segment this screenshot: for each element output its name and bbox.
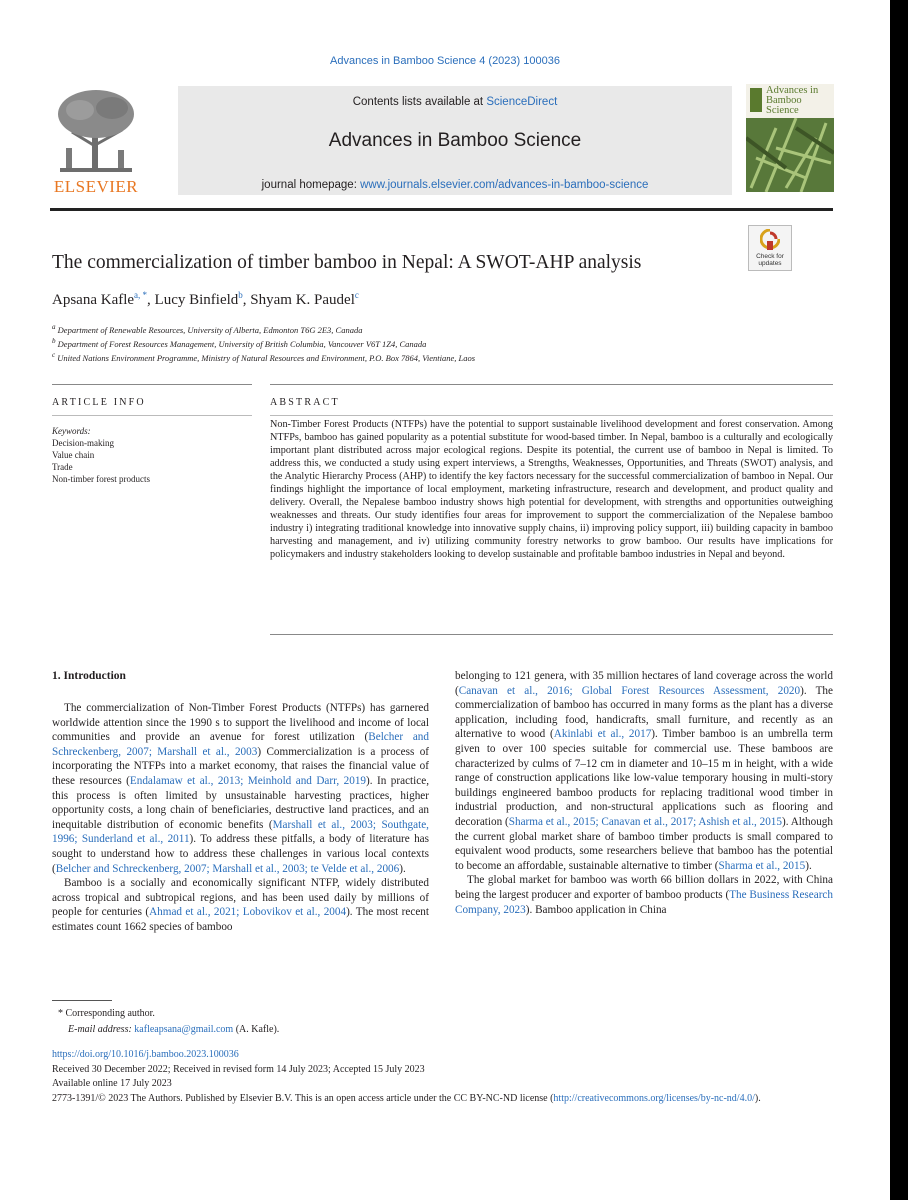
contents-line xyxy=(178,96,732,108)
cover-logo-icon xyxy=(750,88,762,112)
email-line: E-mail address: kafleapsana@gmail.com (A. Kafle). xyxy=(68,1024,280,1035)
check-updates-label: Check for updates xyxy=(756,253,784,267)
text-run: ). Bamboo application in China xyxy=(525,903,667,916)
affiliation: $^b$ Department of Forest Resources Management, University of British Columbia, Vancouver V6T 1Z4, Canada xyxy=(52,337,427,349)
citation-link[interactable]: The Business Research Company, 2023 xyxy=(455,888,833,916)
abstract-rule xyxy=(270,384,833,385)
affiliation: $^a$ Department of Renewable Resources, University of Alberta, Edmonton T6G 2E3, Canada xyxy=(52,323,363,335)
text-run: Bamboo is a socially and economically significant NTFP, widely distributed across tropical and subtropical regions, and has been used daily by millions of people for centuries ( xyxy=(52,877,429,919)
abstract-text: Non-Timber Forest Products (NTFPs) have the potential to support sustainable livelihood development and forest conservation. Among NTFPs, bamboo has gained popularity as a potential substitute for wood-based timber. In Nepal, bamboo is a culturally and ecologically important plant distributed across major ecological regions. Despite its potential, the current use of bamboo in Nepal is limited. To address this, we conducted a study using expert interviews, a Strengths, Weaknesses, Opportunities, and Threats (SWOT) analysis, and the Analytic Hierarchy Process (AHP) to identify the key factors necessary for the successful commercialization of bamboo in Nepal. Our findings highlight the importance of local employment, marketing infrastructure, research and development, and product quality and delivery. Overall, the Nepalese bamboo industry shows high potential for development, with strengths and opportunities outweighing weaknesses and threats. Our study identifies four areas for improvement to support the commercialization of the Nepalese bamboo industry i) integrating traditional knowledge into innovative supply chains, ii) improving policy support, iii) building capacity in bamboo harvesting and management, and iv) utilizing community forestry networks to grow bamboo. Our results have implications for policymakers and industry stakeholders looking to develop sustainable and profitable bamboo industries in Nepal and beyond. xyxy=(270,419,833,560)
citation-link[interactable]: Akinlabi et al., 2017 xyxy=(553,728,652,741)
paragraph xyxy=(455,669,833,873)
keyword: Non-timber forest products xyxy=(52,474,150,484)
paper-title: The commercialization of timber bamboo in Nepal: A SWOT-AHP analysis xyxy=(52,252,642,273)
journal-cover-image xyxy=(746,84,834,192)
doi-link[interactable]: https://doi.org/10.1016/j.bamboo.2023.100036 xyxy=(52,1049,239,1060)
footnote-rule xyxy=(52,1000,112,1001)
author-affiliation-mark[interactable]: b xyxy=(238,290,243,300)
citation-link[interactable]: Belcher and Schreckenberg, 2007; Marshall et al., 2003; te Velde et al., 2006 xyxy=(55,862,400,875)
text-run: ). To address these pitfalls, a body of literature has sought to understand how to address these challenges in various local contexts ( xyxy=(52,833,430,875)
citation-link[interactable]: Belcher and Schreckenberg, 2007; Marshall et al., 2003 xyxy=(52,731,429,758)
citation-link[interactable]: Sharma et al., 2015; Canavan et al., 2017; Ashish et al., 2015 xyxy=(508,815,782,828)
license-line: 2773-1391/© 2023 The Authors. Published by Elsevier B.V. This is an open access article under the CC BY-NC-ND license (http://creativecommons.org/licenses/by-nc-nd/4.0/). xyxy=(52,1093,761,1104)
author-name: Shyam K. Paudel xyxy=(250,292,355,308)
keywords-block xyxy=(52,425,150,485)
author-name: Apsana Kafle xyxy=(52,292,135,308)
author-name: Lucy Binfield xyxy=(154,292,239,308)
elsevier-logo-text: ELSEVIER xyxy=(53,177,139,196)
sciencedirect-link[interactable]: ScienceDirect xyxy=(486,96,558,108)
keywords-label: Keywords: xyxy=(52,426,91,436)
author-affiliation-mark[interactable]: c xyxy=(354,290,359,300)
abstract-heading: ABSTRACT xyxy=(270,397,340,408)
email-link[interactable]: kafleapsana@gmail.com xyxy=(134,1024,234,1035)
abstract-bottom-rule xyxy=(270,634,833,635)
text-run: The commercialization of Non-Timber Forest Products (NTFPs) has garnered worldwide attention since the 1990 s to support the livelihood and income of local communities and provide an avenue for forest utilization ( xyxy=(52,702,429,744)
citation-link[interactable]: Ahmad et al., 2021; Lobovikov et al., 2004 xyxy=(149,906,347,919)
license-link[interactable]: http://creativecommons.org/licenses/by-nc-nd/4.0/ xyxy=(553,1093,755,1104)
journal-header-box xyxy=(178,86,732,195)
homepage-prefix: journal homepage: xyxy=(261,179,361,191)
keyword: Decision-making xyxy=(52,438,114,448)
check-for-updates-button[interactable] xyxy=(748,225,792,271)
paragraph xyxy=(52,876,429,934)
author-list: Apsana Kafle$^{a, *}$, Lucy Binfield$^b$, Shyam K. Paudel$^c$ xyxy=(52,290,359,308)
text-run: ). In practice, this process is often limited by unsustainable harvesting practices, higher opportunity costs, a long chain of beneficiaries, destructive land practices, and an inequitable distribution of economic benefits ( xyxy=(52,774,429,831)
cover-title: Advances in Bamboo Science xyxy=(766,85,819,116)
article-info-heading: ARTICLE INFO xyxy=(52,397,146,408)
homepage-link[interactable]: www.journals.elsevier.com/advances-in-bamboo-science xyxy=(360,179,649,191)
text-run: ). xyxy=(805,859,812,872)
text-run: ). xyxy=(399,862,406,875)
text-run: ) Commercialization is a process of incorporating the NTFPs into a market economy, that raises the financial value of these resources ( xyxy=(52,745,430,787)
corresponding-author-note: * Corresponding author. xyxy=(58,1008,155,1019)
check-updates-icon xyxy=(760,229,780,251)
affiliation: $^c$ United Nations Environment Programme, Ministry of Natural Resources and Environment, P.O. Box 7864, Vientiane, Laos xyxy=(52,351,476,363)
paragraph xyxy=(455,873,833,917)
author-affiliation-mark[interactable]: a, * xyxy=(134,290,148,300)
keyword: Value chain xyxy=(52,450,95,460)
intro-right-column xyxy=(455,669,833,917)
contents-prefix: Contents lists available at xyxy=(352,96,487,108)
article-info-rule-2 xyxy=(52,415,252,416)
article-info-rule xyxy=(52,384,252,385)
email-label: E-mail address: xyxy=(68,1024,135,1035)
homepage-line xyxy=(178,179,732,191)
citation-link[interactable]: Canavan et al., 2016; Global Forest Resources Assessment, 2020 xyxy=(458,684,801,697)
header-divider xyxy=(50,208,833,211)
journal-title: Advances in Bamboo Science xyxy=(328,130,582,151)
journal-reference[interactable]: Advances in Bamboo Science 4 (2023) 100036 xyxy=(330,55,560,67)
received-dates: Received 30 December 2022; Received in revised form 14 July 2023; Accepted 15 July 2023 xyxy=(52,1064,425,1075)
citation-link[interactable]: Endalamaw et al., 2013; Meinhold and Darr, 2019 xyxy=(129,774,367,787)
keyword: Trade xyxy=(52,462,73,472)
text-run: The global market for bamboo was worth 66 billion dollars in 2022, with China being the largest producer and exporter of bamboo products ( xyxy=(455,874,833,901)
section-heading-introduction: 1. Introduction xyxy=(52,670,126,682)
text-run: ). Timber bamboo is an umbrella term given to over 100 species suitable for commercial use. These bamboos are characterized by culms of 7–12 cm in diameter and 10–15 m in height, with a wide range of construction applications like low-value temporary housing in multi-story buildings engineered bamboo products for replacing traditional wood timber in industrial production, and non-structural applications such as flooring and decoration ( xyxy=(455,728,833,828)
text-run: ). Although the current global market share of bamboo timber products is small compared to equivalent wood products, some researchers believe that bamboo has the potential to become an affordable, sustainable alternative to timber ( xyxy=(455,815,833,872)
intro-left-column xyxy=(52,701,429,935)
text-run: ). The most recent estimates count 1662 species of bamboo xyxy=(52,906,429,933)
abstract-rule-2 xyxy=(270,415,833,416)
citation-link[interactable]: Sharma et al., 2015 xyxy=(718,859,806,872)
available-online: Available online 17 July 2023 xyxy=(52,1078,172,1089)
text-run: belonging to 121 genera, with 35 million hectares of land coverage across the world ( xyxy=(455,670,833,697)
citation-link[interactable]: Marshall et al., 2003; Southgate, 1996; Sunderland et al., 2011 xyxy=(52,818,429,846)
paragraph xyxy=(52,701,429,876)
text-run: ). The commercialization of bamboo has occurred in many forms as the plant has a diverse application, including food, handicrafts, small furniture, and recently as an alternative to wood ( xyxy=(455,684,833,741)
bamboo-photo-icon xyxy=(746,118,834,192)
